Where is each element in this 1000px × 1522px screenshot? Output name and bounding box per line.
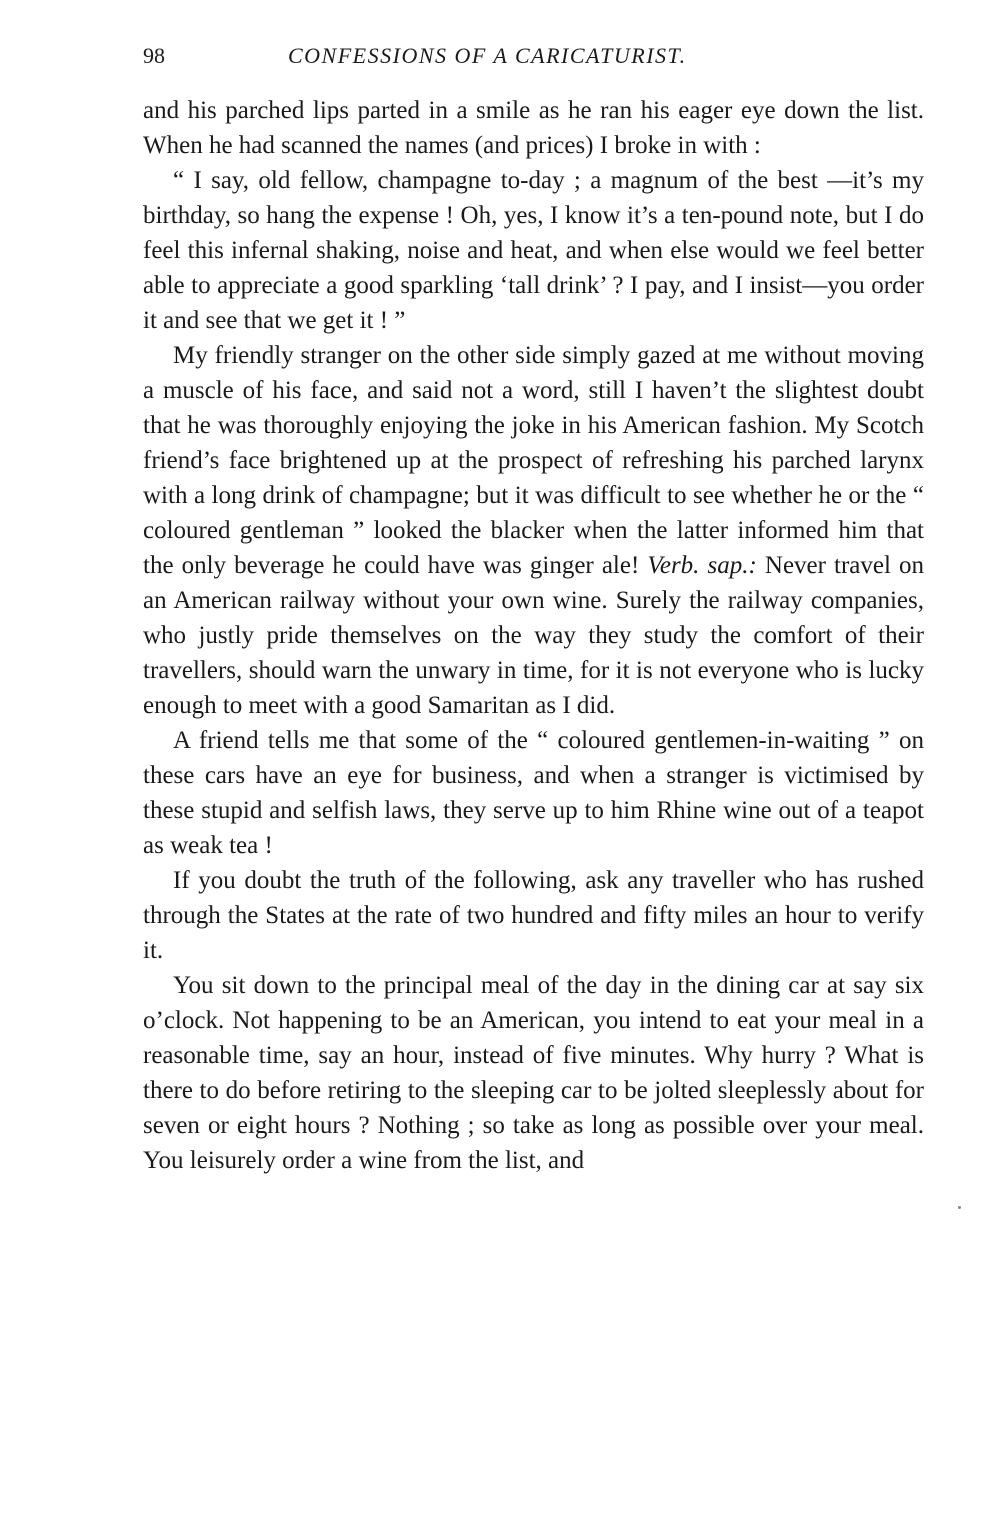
paragraph-1: and his parched lips parted in a smile as he ran his eager eye down the list. When he had scanned the names (and prices) I broke in with : (143, 97, 924, 159)
paragraph-6: You sit down to the principal meal of the day in the dining car at say six o’clock. Not happening to be an American, you intend to eat your meal in a reasonable time, say an hour, instead of five minutes. Why hurry ? What is there to do before retiring to the sleeping car to be jolted sleeplessly about for seven or eight hours ? Nothing ; so take as long as possible over your meal. You leisurely order a wine from the list, and (143, 972, 924, 1174)
page-number: 98 (143, 43, 165, 68)
running-title: CONFESSIONS OF A CARICATURIST. (288, 43, 687, 68)
paragraph-3-text-b: Never travel on an American railway without your own wine. Surely the railway companies, who justly pride themselves on the way they study the comfort of their travellers, should warn the unwary in time, for it is not everyone who is lucky enough to meet with a good Samaritan as I did. (143, 552, 925, 719)
body-text (143, 93, 924, 1178)
paragraph-3-text-a: My friendly stranger on the other side simply gazed at me without moving a muscle of his face, and said not a word, still I haven’t the slightest doubt that he was thoroughly enjoying the joke in his American fashion. My Scotch friend’s face brightened up at the prospect of refreshing his parched larynx with a long drink of champagne; but it was difficult to see whether he or the “ coloured gentleman ” looked the blacker when the latter informed him that the only beverage he could have was ginger ale! (143, 342, 924, 579)
paragraph-3 (143, 338, 924, 723)
paragraph-4: A friend tells me that some of the “ coloured gentlemen-in-waiting ” on these cars have an eye for business, and when a stranger is victimised by these stupid and selfish laws, they serve up to him Rhine wine out of a teapot as weak tea ! (143, 727, 924, 859)
paragraph-2: “ I say, old fellow, champagne to-day ; a magnum of the best —it’s my birthday, so hang the expense ! Oh, yes, I know it’s a ten-pound note, but I do feel this infernal shaking, noise and heat, and when else would we feel better able to appreciate a good sparkling ‘tall drink’ ? I pay, and I insist—you order it and see that we get it ! ” (143, 167, 924, 334)
running-head (143, 40, 779, 72)
paragraph-5: If you doubt the truth of the following, ask any traveller who has rushed through the States at the rate of two hundred and fifty miles an hour to verify it. (143, 867, 924, 964)
verb-sap-italic: Verb. sap.: (647, 552, 757, 579)
stray-ink-mark (958, 1206, 961, 1209)
